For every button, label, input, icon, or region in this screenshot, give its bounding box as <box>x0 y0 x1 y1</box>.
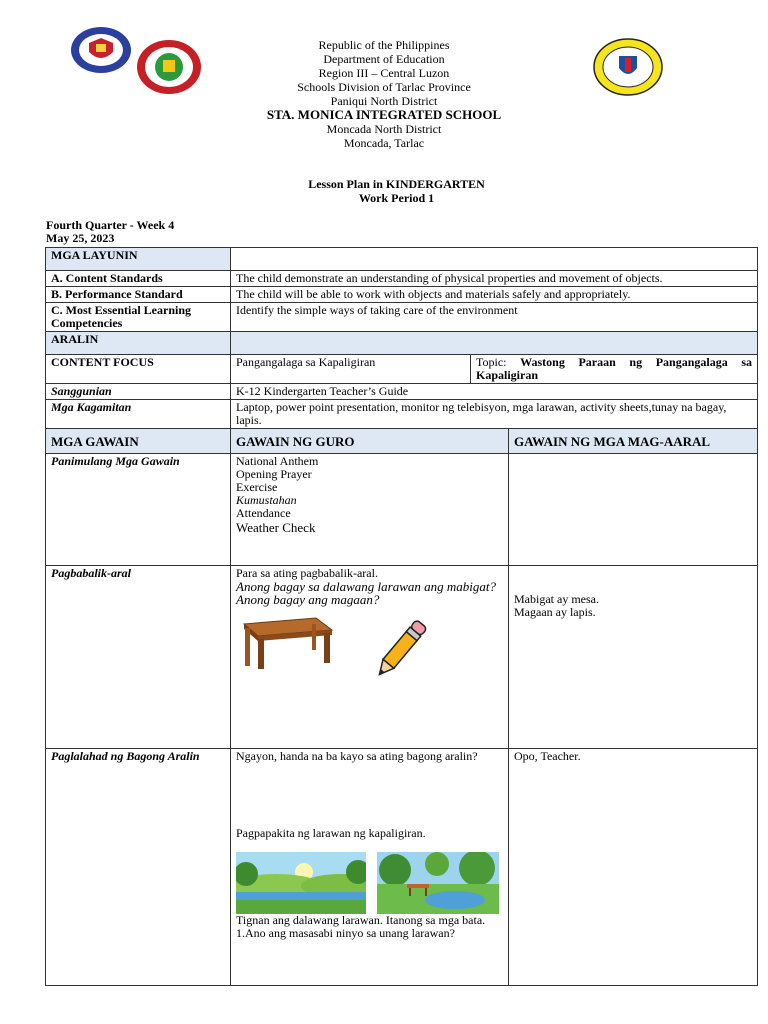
letterhead <box>0 38 768 150</box>
paglalahad-line: 1.Ano ang masasabi ninyo sa unang larawan? <box>236 926 455 940</box>
col-header-guro: GAWAIN NG GURO <box>231 429 509 454</box>
header-line: Department of Education <box>323 52 445 66</box>
activity-item: Weather Check <box>236 520 316 535</box>
layunin-header: MGA LAYUNIN <box>46 248 231 271</box>
school-name: STA. MONICA INTEGRATED SCHOOL <box>266 107 502 122</box>
lesson-title-line2: Work Period 1 <box>358 191 435 205</box>
performance-standard-value: The child will be able to work with objects and materials safely and appropriately. <box>231 287 758 303</box>
content-focus-value: Pangangalaga sa Kapaligiran <box>231 355 471 384</box>
melc-value: Identify the simple ways of taking care of the environment <box>231 303 758 332</box>
quarter-week: Fourth Quarter - Week 4 <box>46 218 175 232</box>
balik-student-answer: Mabigat ay mesa. <box>514 592 599 606</box>
topic-label: Topic: <box>476 355 507 369</box>
col-header-gawain: MGA GAWAIN <box>46 429 231 454</box>
performance-standard-label: B. Performance Standard <box>46 287 231 303</box>
kagamitan-label: Mga Kagamitan <box>46 400 231 429</box>
header-line: Paniqui North District <box>330 94 438 108</box>
balik-label: Pagbabalik-aral <box>46 566 231 749</box>
lesson-date: May 25, 2023 <box>46 231 115 245</box>
content-focus-label: CONTENT FOCUS <box>46 355 231 384</box>
panimula-label: Panimulang Mga Gawain <box>46 454 231 566</box>
header-line: Schools Division of Tarlac Province <box>297 80 471 94</box>
panimula-teacher <box>231 454 509 566</box>
table-picture <box>236 614 336 670</box>
activity-item: Opening Prayer <box>236 467 312 481</box>
topic-cell <box>471 355 758 384</box>
kagamitan-value: Laptop, power point presentation, monitor ng telebisyon, mga larawan, activity sheets,tunay na bagay, lapis. <box>231 400 758 429</box>
activity-item: National Anthem <box>236 454 319 468</box>
paglalahad-student: Opo, Teacher. <box>509 749 758 986</box>
balik-teacher-question: Anong bagay sa dalawang larawan ang mabigat? Anong bagay ang magaan? <box>236 579 497 607</box>
col-header-mag-aaral: GAWAIN NG MGA MAG-AARAL <box>509 429 758 454</box>
topic-value: Wastong Paraan ng Pangangalaga sa Kapaligiran <box>476 355 753 382</box>
header-line: Region III – Central Luzon <box>318 66 450 80</box>
aralin-header-fill <box>231 332 758 355</box>
paglalahad-line: Tignan ang dalawang larawan. Itanong sa mga bata. <box>236 913 486 927</box>
sanggunian-value: K-12 Kindergarten Teacher’s Guide <box>231 384 758 400</box>
paglalahad-line: Ngayon, handa na ba kayo sa ating bagong aralin? <box>236 749 478 763</box>
melc-label: C. Most Essential Learning Competencies <box>46 303 231 332</box>
lesson-plan-table <box>45 247 758 986</box>
aralin-header: ARALIN <box>46 332 231 355</box>
pencil-picture <box>369 614 431 686</box>
activity-item: Kumustahan <box>236 493 297 507</box>
environment-picture-1 <box>236 852 366 914</box>
activity-item: Exercise <box>236 480 278 494</box>
balik-student-answer: Magaan ay lapis. <box>514 605 596 619</box>
header-line: Moncada North District <box>326 122 442 136</box>
environment-picture-2 <box>377 852 499 914</box>
content-standards-value: The child demonstrate an understanding of physical properties and movement of objects. <box>231 271 758 287</box>
empty-cell <box>231 248 758 271</box>
paglalahad-label: Paglalahad ng Bagong Aralin <box>46 749 231 986</box>
panimula-student <box>509 454 758 566</box>
lesson-title <box>0 177 768 205</box>
header-line: Moncada, Tarlac <box>343 136 425 150</box>
lesson-title-line1: Lesson Plan in KINDERGARTEN <box>308 177 485 191</box>
sanggunian-label: Sanggunian <box>46 384 231 400</box>
content-standards-label: A. Content Standards <box>46 271 231 287</box>
paglalahad-line: Pagpapakita ng larawan ng kapaligiran. <box>236 826 426 840</box>
balik-teacher <box>231 566 509 749</box>
activity-item: Attendance <box>236 506 291 520</box>
balik-teacher-line: Para sa ating pagbabalik-aral. <box>236 566 378 580</box>
paglalahad-teacher <box>231 749 509 986</box>
balik-student <box>509 566 758 749</box>
header-line: Republic of the Philippines <box>318 38 450 52</box>
lesson-meta <box>46 219 174 245</box>
